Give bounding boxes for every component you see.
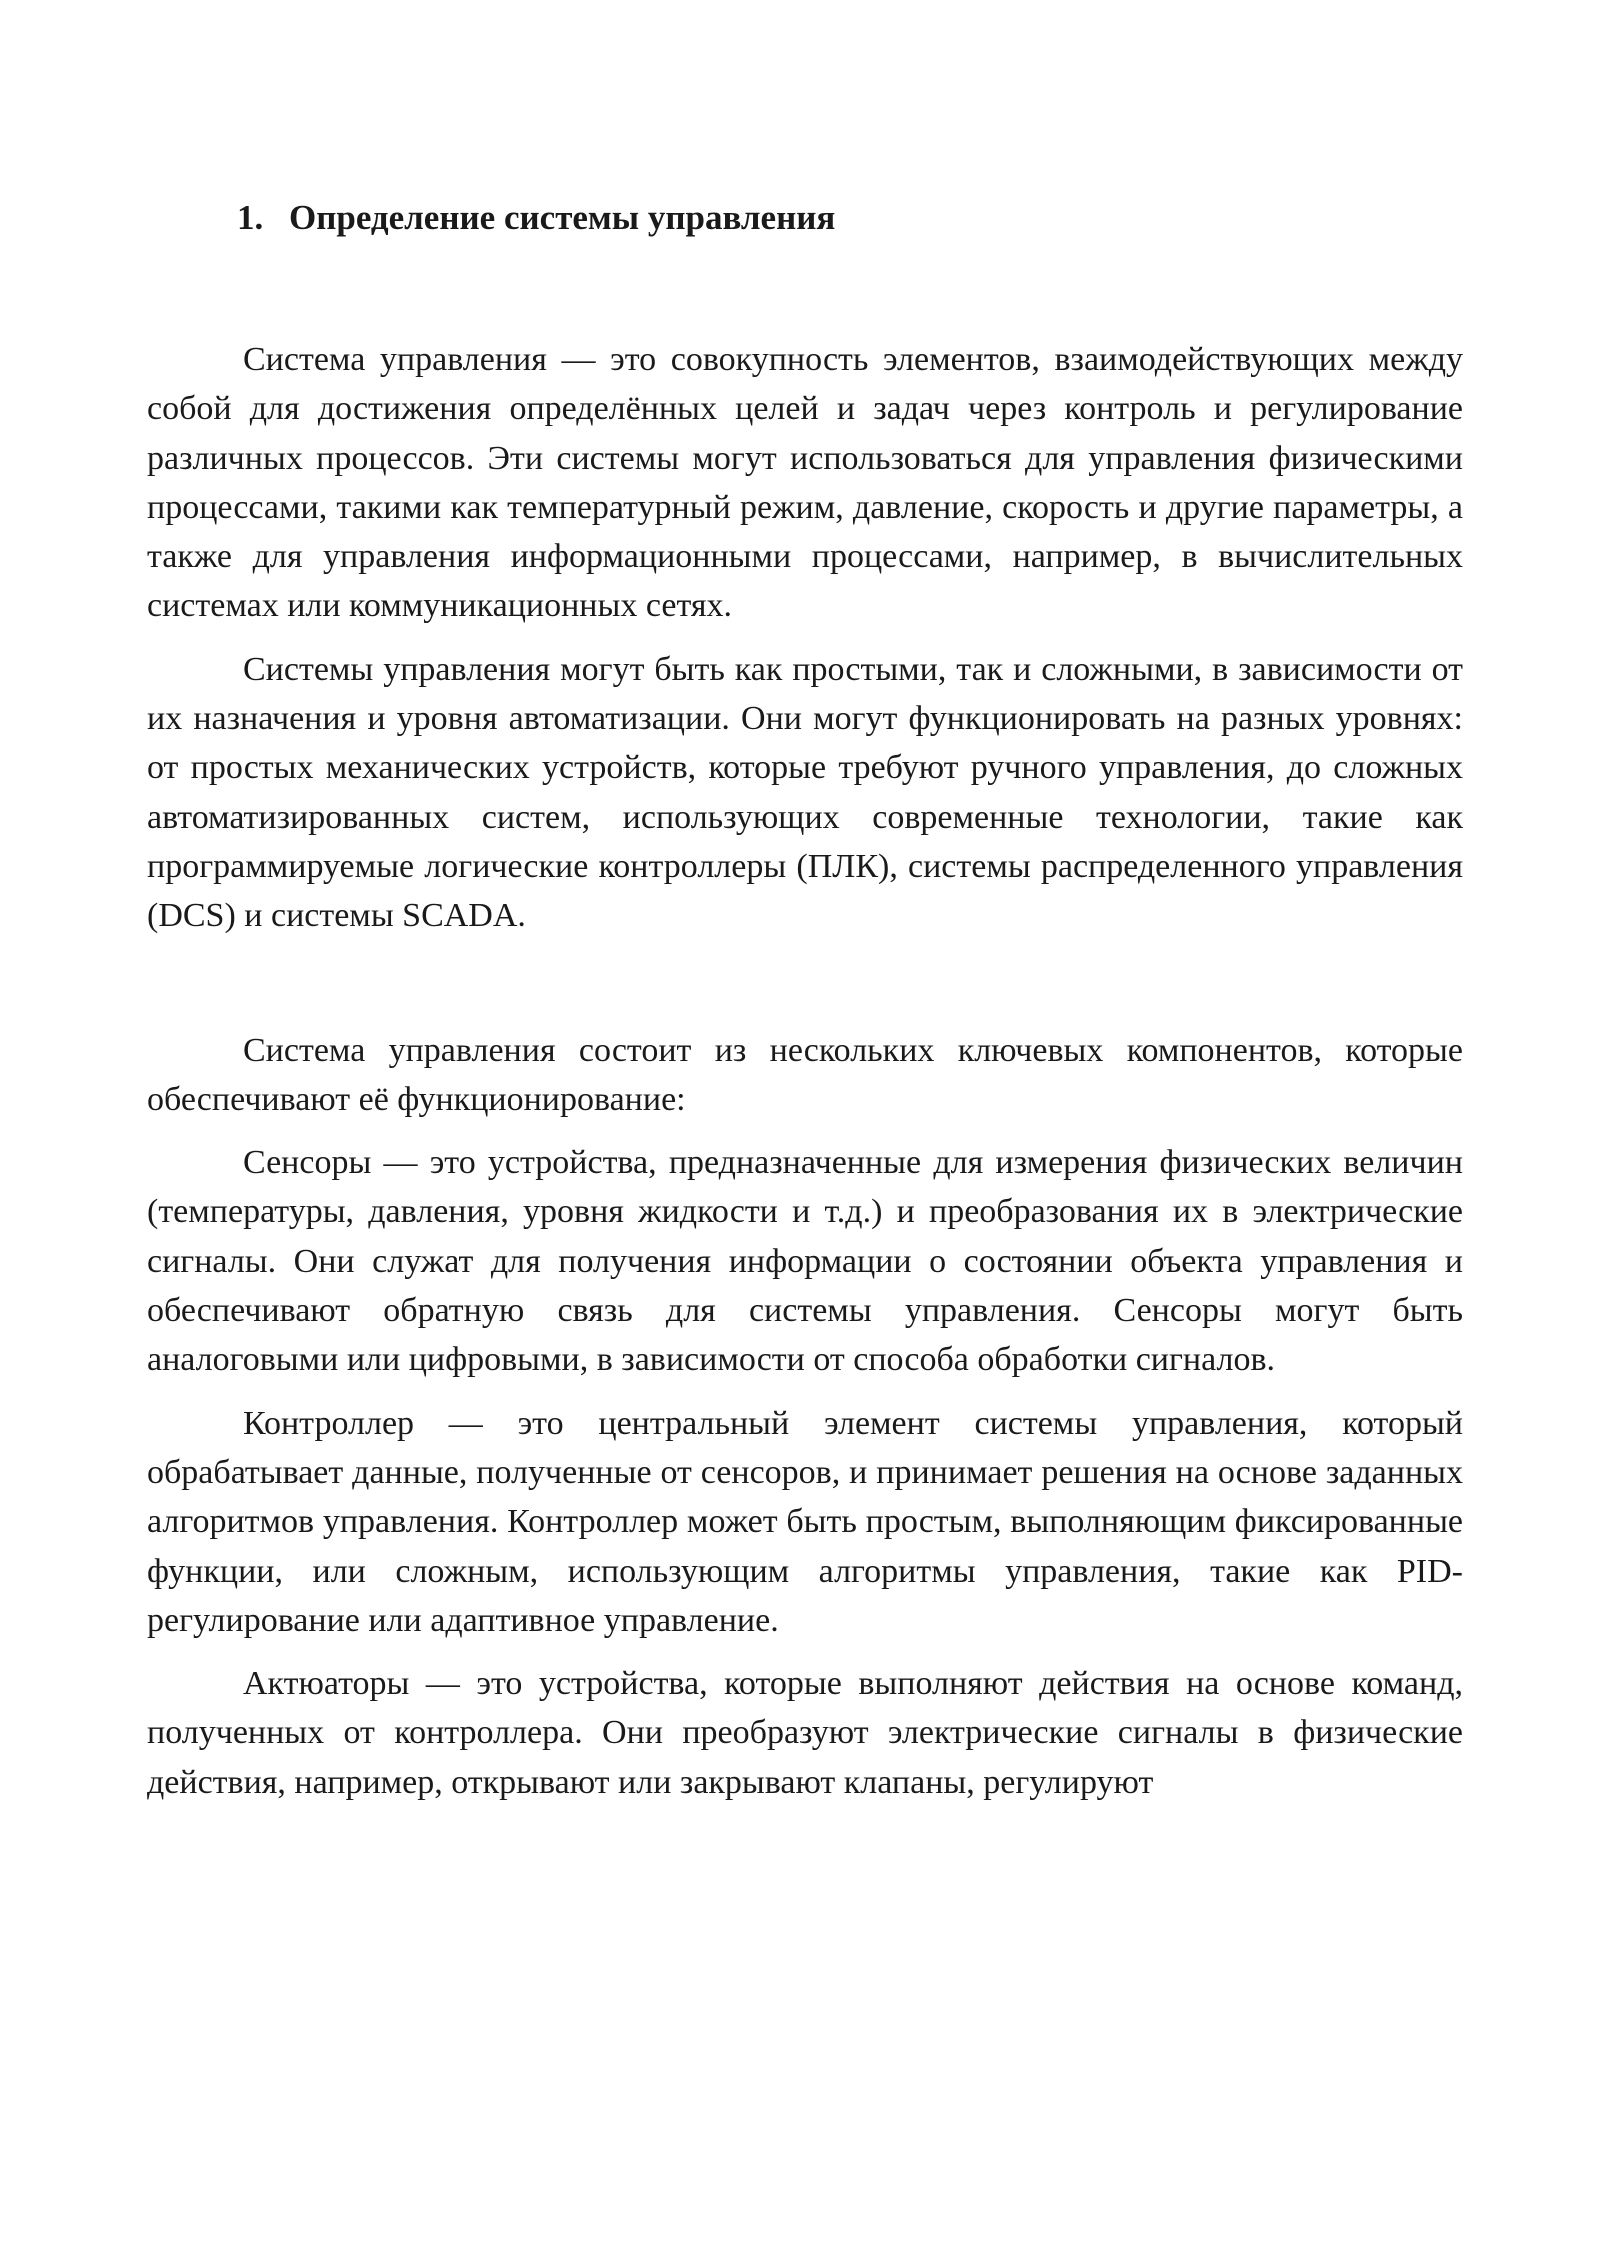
paragraph-definition: Система управления — это совокупность элементов, взаимодействующих между собой для достижения определённых целей и задач через контроль и регулирование различных процессов. Эти системы могут использоваться для управления физическими процессами, такими как температурный режим, давление, скорость и другие параметры, а также для управления информационными процессами, например, в вычислительных системах или коммуникационных сетях. [147, 341, 1463, 625]
paragraph-sensors: Сенсоры — это устройства, предназначенные для измерения физических величин (температуры, давления, уровня жидкости и т.д.) и преобразования их в электрические сигналы. Они служат для получения информации о состоянии объекта управления и обеспечивают обратную связь для системы управления. Сенсоры могут быть аналоговыми или цифровыми, в зависимости от способа обработки сигналов. [147, 1144, 1463, 1379]
paragraph-components-intro: Система управления состоит из нескольких ключевых компонентов, которые обеспечивают её функционирование: [147, 1031, 1463, 1118]
section-title: Определение системы управления [289, 198, 836, 237]
section-number: 1. [237, 198, 264, 237]
paragraph-controller: Контроллер — это центральный элемент системы управления, который обрабатывает данные, полученные от сенсоров, и принимает решения на основе заданных алгоритмов управления. Контроллер может быть простым, выполняющим фиксированные функции, или сложным, использующим алгоритмы управления, такие как PID-регулирование или адаптивное управление. [147, 1404, 1463, 1639]
body-text [147, 335, 1463, 1821]
section-heading [237, 194, 835, 242]
paragraph-actuators: Актюаторы — это устройства, которые выполняют действия на основе команд, полученных от контроллера. Они преобразуют электрические сигналы в физические действия, например, открывают или закрывают клапаны, регулируют [147, 1665, 1463, 1801]
paragraph-complexity: Системы управления могут быть как простыми, так и сложными, в зависимости от их назначения и уровня автоматизации. Они могут функционировать на разных уровнях: от простых механических устройств, которые требуют ручного управления, до сложных автоматизированных систем, использующих современные технологии, такие как программируемые логические контроллеры (ПЛК), системы распределенного управления (DCS) и системы SCADA. [147, 650, 1463, 935]
